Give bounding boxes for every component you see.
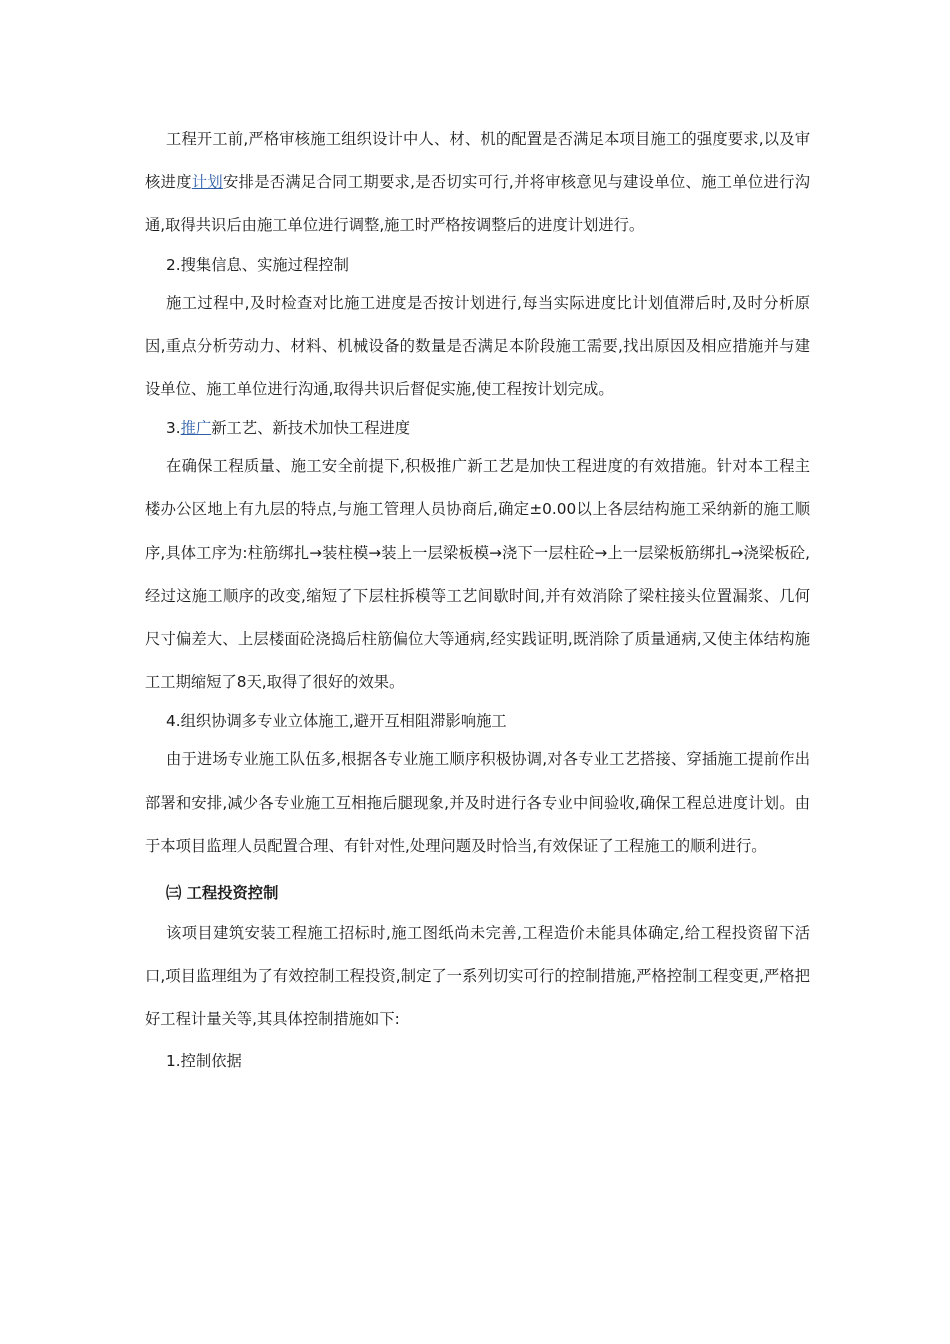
paragraph-investment-control: 该项目建筑安装工程施工招标时,施工图纸尚未完善,工程造价未能具体确定,给工程投资留下活口,项目监理组为了有效控制工程投资,制定了一系列切实可行的控制措施,严格控制工程变更,严格把好工程计量关等,其具体控制措施如下: <box>145 924 810 1029</box>
section-title-investment-control: ㈢ 工程投资控制 <box>166 884 279 903</box>
paragraph-schedule-review <box>145 118 810 248</box>
heading-collect-info: 2.搜集信息、实施过程控制 <box>166 255 349 274</box>
paragraph-process-control: 施工过程中,及时检查对比施工进度是否按计划进行,每当实际进度比计划值滞后时,及时分析原因,重点分析劳动力、材料、机械设备的数量是否满足本阶段施工需要,找出原因及相应措施并与建设单位、施工单位进行沟通,取得共识后督促实施,使工程按计划完成。 <box>145 293 810 399</box>
paragraph-new-process: 在确保工程质量、施工安全前提下,积极推广新工艺是加快工程进度的有效措施。针对本工程主楼办公区地上有九层的特点,与施工管理人员协商后,确定±0.00以上各层结构施工采纳新的施工顺序,具体工序为:柱筋绑扎→装柱模→装上一层梁板模→浇下一层柱砼→上一层梁板筋绑扎→浇梁板砼,经过这施工顺序的改变,缩短了下层柱拆模等工艺间歇时间,并有效消除了梁柱接头位置漏浆、几何尺寸偏差大、上层楼面砼浇捣后柱筋偏位大等通病,经实践证明,既消除了质量通病,又使主体结构施工工期缩短了8天,取得了很好的效果。 <box>145 457 810 692</box>
heading-prefix: 3. <box>166 419 181 438</box>
paragraph-text: 安排是否满足合同工期要求,是否切实可行,并将审核意见与建设单位、施工单位进行沟通,取得共识后由施工单位进行调整,施工时严格按调整后的进度计划进行。 <box>145 173 810 235</box>
heading-suffix: 新工艺、新技术加快工程进度 <box>211 419 411 438</box>
heading-control-basis: 1.控制依据 <box>166 1051 242 1070</box>
heading-promote-new-tech <box>145 411 810 445</box>
paragraph-text: 工程开工前,严格审核施工组织设计中人、材、机的配置是否满足本项目施工的强度要求,以及审核进度 <box>145 130 810 192</box>
link-promote[interactable]: 推广 <box>180 419 212 438</box>
paragraph-coordination: 由于进场专业施工队伍多,根据各专业施工顺序积极协调,对各专业工艺搭接、穿插施工提前作出部署和安排,减少各专业施工互相拖后腿现象,并及时进行各专业中间验收,确保工程总进度计划。由于本项目监理人员配置合理、有针对性,处理问题及时恰当,有效保证了工程施工的顺利进行。 <box>145 750 810 855</box>
link-plan[interactable]: 计划 <box>191 173 223 192</box>
heading-coordination: 4.组织协调多专业立体施工,避开互相阻滞影响施工 <box>166 712 507 731</box>
document-body <box>145 118 810 1078</box>
